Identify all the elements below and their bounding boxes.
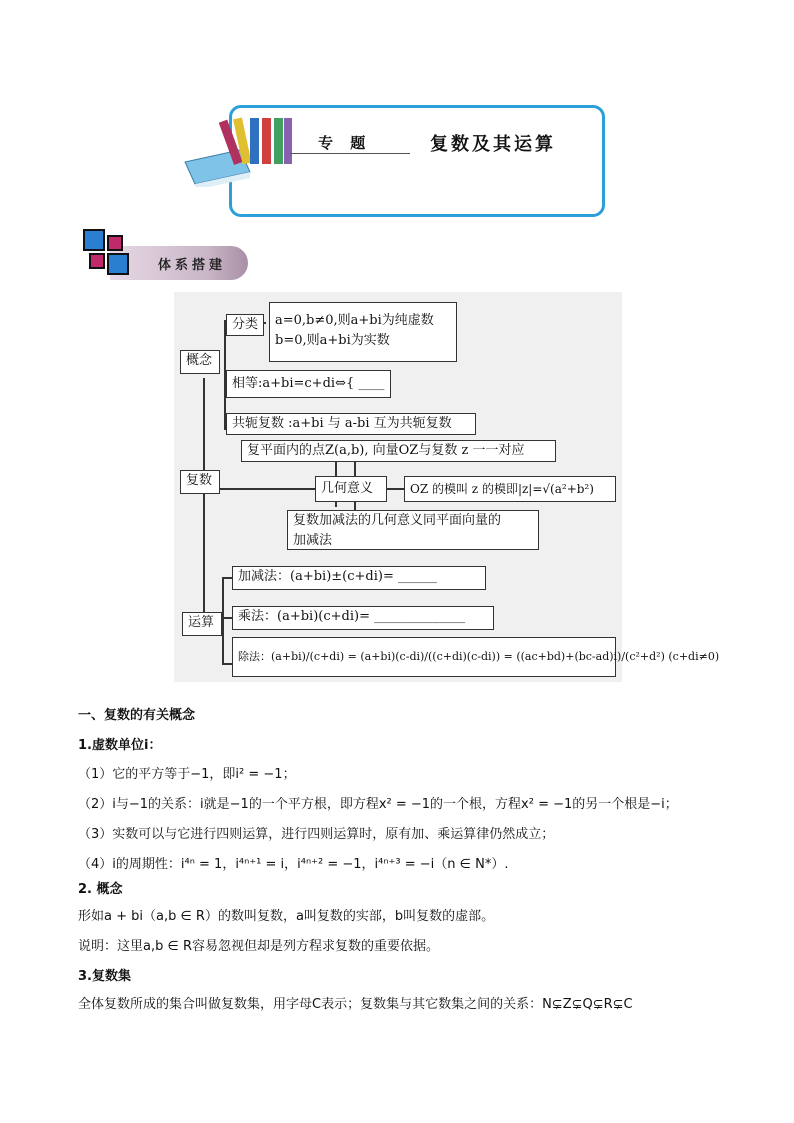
equal-node: 相等:a+bi=c+di⇔{ ____ [226, 370, 391, 398]
paragraph: （1）它的平方等于−1，即i² = −1； [78, 767, 296, 782]
section-badge-label: 体系搭建 [158, 258, 227, 273]
add-node: 加减法：(a+bi)±(c+di)= ______ [232, 566, 486, 590]
classify-line-2: b=0,则a+bi为实数 [275, 333, 390, 348]
plane-point-node: 复平面内的点Z(a,b), 向量OZ与复数 z 一一对应 [241, 440, 556, 462]
connector [222, 663, 232, 665]
section-heading: 一、复数的有关概念 [78, 708, 196, 723]
mul-node: 乘法：(a+bi)(c+di)= ______________ [232, 606, 494, 630]
modulus-node: OZ 的模叫 z 的模即|z|=√(a²+b²) [404, 476, 616, 502]
subheading: 2. 概念 [78, 882, 123, 897]
subheading: 1.虚数单位i： [78, 738, 162, 753]
connector [203, 378, 205, 623]
root-node: 复数 [180, 470, 220, 494]
connector [205, 488, 315, 490]
paragraph: 全体复数所成的集合叫做复数集，用字母C表示；复数集与其它数集之间的关系：N⊊Z⊊Q⊊R⊊C [78, 997, 633, 1012]
geometry-node: 几何意义 [315, 476, 387, 502]
connector [264, 322, 266, 324]
addsub-geometry-node [287, 510, 539, 550]
paragraph: 说明：这里a,b ∈ R容易忽视但却是列方程求复数的重要依据。 [78, 939, 439, 954]
connector [222, 577, 224, 665]
connector [222, 617, 232, 619]
books-icon [180, 112, 295, 187]
squares-icon [82, 228, 130, 276]
banner-rule [290, 153, 410, 154]
paragraph: 形如a + bi（a,b ∈ R）的数叫复数，a叫复数的实部，b叫复数的虚部。 [78, 909, 495, 924]
paragraph: （4）i的周期性：i⁴ⁿ = 1，i⁴ⁿ⁺¹ = i，i⁴ⁿ⁺² = −1，i⁴ⁿ⁺³ = −i（n ∈ N*）. [78, 857, 509, 872]
connector [222, 577, 232, 579]
concept-node: 概念 [180, 350, 220, 374]
operation-node: 运算 [182, 612, 222, 636]
page-title: 复数及其运算 [430, 134, 556, 155]
subheading: 3.复数集 [78, 969, 131, 984]
paragraph: （2）i与−1的关系：i就是−1的一个平方根，即方程x² = −1的一个根，方程x² = −1的另一个根是−i； [78, 797, 678, 812]
conjugate-node: 共轭复数 :a+bi 与 a-bi 互为共轭复数 [226, 413, 476, 435]
addsub-geometry-line-2: 加减法 [293, 533, 333, 548]
classify-detail [269, 302, 457, 362]
concept-map [174, 292, 720, 682]
topic-label: 专 题 [318, 134, 372, 152]
connector [384, 488, 404, 490]
div-node: 除法：(a+bi)/(c+di) = (a+bi)(c-di)/((c+di)(c-di)) = ((ac+bd)+(bc-ad)i)/(c²+d²) (c+di≠0) [232, 637, 616, 677]
classify-line-1: a=0,b≠0,则a+bi为纯虚数 [275, 313, 434, 328]
addsub-geometry-line-1: 复数加减法的几何意义同平面向量的 [293, 513, 502, 528]
classify-node: 分类 [226, 314, 264, 336]
paragraph: （3）实数可以与它进行四则运算，进行四则运算时，原有加、乘运算律仍然成立； [78, 827, 555, 842]
